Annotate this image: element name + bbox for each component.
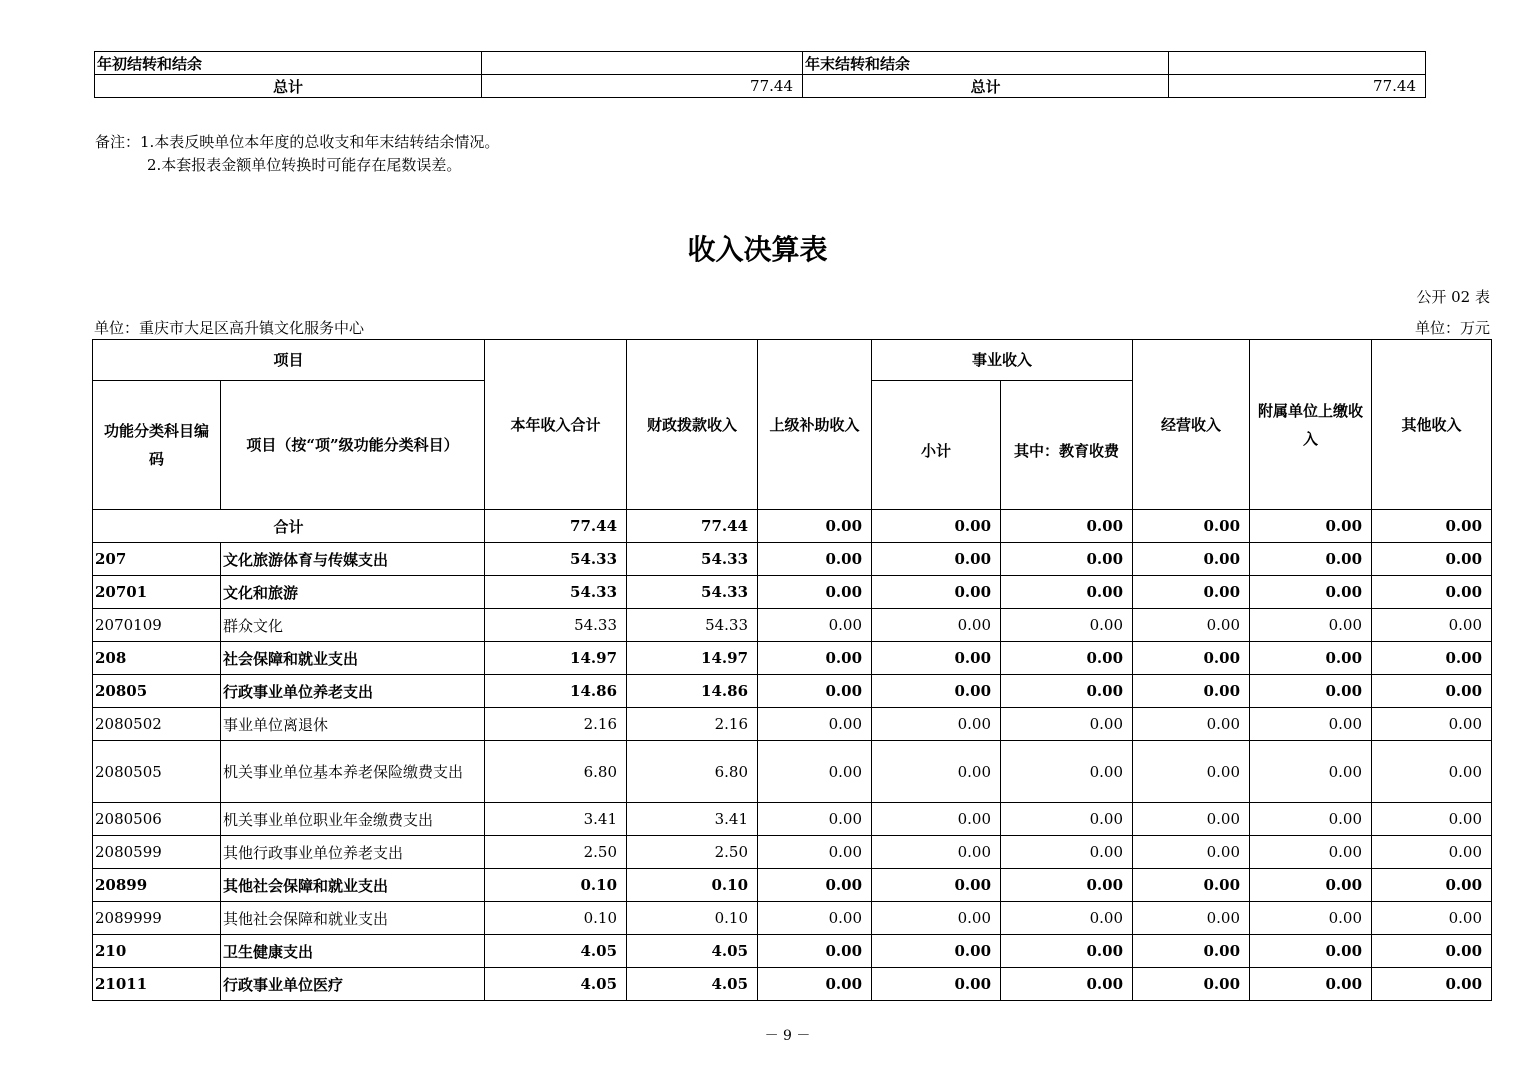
amount-cell: 4.05	[485, 935, 627, 968]
amount-cell: 0.00	[1001, 741, 1133, 803]
beginning-balance-label: 年初结转和结余	[95, 52, 482, 75]
expense-total-label: 总计	[803, 75, 1169, 98]
page-number: － 9 －	[764, 1028, 811, 1044]
amount-cell: 0.00	[1372, 543, 1492, 576]
amount-cell: 14.97	[485, 642, 627, 675]
header-total-income: 本年收入合计	[485, 340, 627, 510]
header-fiscal-income: 财政拨款收入	[627, 340, 758, 510]
amount-cell: 4.05	[485, 968, 627, 1001]
amount-cell: 54.33	[485, 609, 627, 642]
header-function-code: 功能分类科目编码	[93, 381, 221, 510]
amount-cell: 54.33	[627, 576, 758, 609]
amount-cell: 0.00	[1133, 708, 1250, 741]
item-name-cell: 机关事业单位职业年金缴费支出	[221, 803, 485, 836]
item-name-cell: 文化和旅游	[221, 576, 485, 609]
amount-cell: 0.00	[1001, 675, 1133, 708]
amount-cell: 4.05	[627, 935, 758, 968]
function-code-cell: 2080505	[93, 741, 221, 803]
amount-cell: 0.00	[1133, 803, 1250, 836]
amount-cell: 14.86	[485, 675, 627, 708]
function-code-cell: 207	[93, 543, 221, 576]
amount-cell: 0.00	[1250, 902, 1372, 935]
amount-cell: 0.00	[1250, 576, 1372, 609]
amount-cell: 0.10	[485, 869, 627, 902]
total-cell: 0.00	[872, 510, 1001, 543]
amount-cell: 0.00	[872, 675, 1001, 708]
function-code-cell: 210	[93, 935, 221, 968]
table-row	[93, 708, 1492, 741]
amount-cell: 0.00	[872, 836, 1001, 869]
amount-cell: 0.00	[872, 741, 1001, 803]
item-name-cell: 行政事业单位医疗	[221, 968, 485, 1001]
amount-cell: 0.00	[1133, 968, 1250, 1001]
unit-currency: 单位：万元	[1414, 319, 1490, 337]
table-row	[93, 576, 1492, 609]
amount-cell: 0.00	[1372, 708, 1492, 741]
page-title: 收入决算表	[687, 233, 828, 266]
amount-cell: 0.00	[1372, 642, 1492, 675]
function-code-cell: 2089999	[93, 902, 221, 935]
carryover-table	[94, 51, 1426, 98]
header-affiliated-income: 附属单位上缴收入	[1250, 340, 1372, 510]
income-total-value: 77.44	[482, 75, 803, 98]
amount-cell: 0.00	[1133, 869, 1250, 902]
amount-cell: 3.41	[627, 803, 758, 836]
total-cell: 0.00	[1372, 510, 1492, 543]
amount-cell: 0.00	[1250, 869, 1372, 902]
amount-cell: 0.10	[485, 902, 627, 935]
amount-cell: 0.00	[758, 576, 872, 609]
item-name-cell: 行政事业单位养老支出	[221, 675, 485, 708]
item-name-cell: 其他社会保障和就业支出	[221, 869, 485, 902]
amount-cell: 0.00	[872, 902, 1001, 935]
amount-cell: 0.00	[1372, 803, 1492, 836]
function-code-cell: 2080599	[93, 836, 221, 869]
item-name-cell: 文化旅游体育与传媒支出	[221, 543, 485, 576]
amount-cell: 0.00	[758, 642, 872, 675]
amount-cell: 0.00	[758, 968, 872, 1001]
amount-cell: 0.00	[872, 968, 1001, 1001]
amount-cell: 0.00	[1001, 708, 1133, 741]
header-project: 项目	[93, 340, 485, 381]
total-cell: 77.44	[485, 510, 627, 543]
amount-cell: 0.00	[1372, 576, 1492, 609]
amount-cell: 0.00	[1372, 902, 1492, 935]
table-row	[93, 642, 1492, 675]
amount-cell: 0.00	[758, 869, 872, 902]
amount-cell: 0.00	[1250, 609, 1372, 642]
amount-cell: 0.00	[872, 576, 1001, 609]
total-cell: 0.00	[1001, 510, 1133, 543]
amount-cell: 54.33	[627, 609, 758, 642]
amount-cell: 0.00	[758, 609, 872, 642]
ending-balance-value	[1169, 52, 1426, 75]
amount-cell: 0.00	[758, 902, 872, 935]
amount-cell: 0.00	[872, 543, 1001, 576]
function-code-cell: 2080506	[93, 803, 221, 836]
header-education-fee: 其中：教育收费	[1001, 381, 1133, 510]
amount-cell: 0.00	[872, 935, 1001, 968]
amount-cell: 0.00	[1001, 803, 1133, 836]
total-cell: 77.44	[627, 510, 758, 543]
table-row	[93, 741, 1492, 803]
amount-cell: 54.33	[627, 543, 758, 576]
amount-cell: 0.00	[1372, 741, 1492, 803]
item-name-cell: 群众文化	[221, 609, 485, 642]
amount-cell: 0.00	[758, 708, 872, 741]
amount-cell: 0.00	[1250, 968, 1372, 1001]
amount-cell: 0.00	[1250, 741, 1372, 803]
item-name-cell: 机关事业单位基本养老保险缴费支出	[221, 741, 485, 803]
amount-cell: 0.00	[1133, 902, 1250, 935]
amount-cell: 14.97	[627, 642, 758, 675]
amount-cell: 0.00	[1001, 576, 1133, 609]
amount-cell: 0.00	[872, 708, 1001, 741]
carryover-row	[95, 52, 1426, 75]
amount-cell: 0.00	[758, 741, 872, 803]
amount-cell: 0.00	[1133, 675, 1250, 708]
header-item-name: 项目（按“项”级功能分类科目）	[221, 381, 485, 510]
amount-cell: 0.00	[1372, 836, 1492, 869]
table-row	[93, 968, 1492, 1001]
item-name-cell: 社会保障和就业支出	[221, 642, 485, 675]
amount-cell: 0.00	[1250, 935, 1372, 968]
ending-balance-label: 年末结转和结余	[803, 52, 1169, 75]
amount-cell: 14.86	[627, 675, 758, 708]
grand-total-row	[95, 75, 1426, 98]
function-code-cell: 20899	[93, 869, 221, 902]
beginning-balance-value	[482, 52, 803, 75]
amount-cell: 0.00	[1133, 836, 1250, 869]
amount-cell: 0.00	[1133, 576, 1250, 609]
amount-cell: 0.00	[872, 642, 1001, 675]
function-code-cell: 208	[93, 642, 221, 675]
amount-cell: 0.00	[1250, 642, 1372, 675]
table-row	[93, 803, 1492, 836]
amount-cell: 0.00	[1133, 642, 1250, 675]
expense-total-value: 77.44	[1169, 75, 1426, 98]
income-total-label: 总计	[95, 75, 482, 98]
form-code: 公开 02 表	[1416, 288, 1490, 306]
function-code-cell: 20701	[93, 576, 221, 609]
amount-cell: 0.00	[1001, 869, 1133, 902]
header-career-subtotal: 小计	[872, 381, 1001, 510]
total-cell: 0.00	[758, 510, 872, 543]
item-name-cell: 其他社会保障和就业支出	[221, 902, 485, 935]
table-total-row	[93, 510, 1492, 543]
amount-cell: 0.00	[1250, 708, 1372, 741]
table-row	[93, 869, 1492, 902]
amount-cell: 0.00	[1250, 836, 1372, 869]
table-row	[93, 902, 1492, 935]
header-row-1	[93, 340, 1492, 381]
amount-cell: 0.00	[758, 836, 872, 869]
function-code-cell: 20805	[93, 675, 221, 708]
amount-cell: 54.33	[485, 543, 627, 576]
amount-cell: 0.10	[627, 869, 758, 902]
header-career-income: 事业收入	[872, 340, 1133, 381]
amount-cell: 4.05	[627, 968, 758, 1001]
table-body	[93, 543, 1492, 1001]
amount-cell: 6.80	[485, 741, 627, 803]
total-cell: 0.00	[1133, 510, 1250, 543]
amount-cell: 6.80	[627, 741, 758, 803]
amount-cell: 2.50	[627, 836, 758, 869]
amount-cell: 0.00	[1001, 968, 1133, 1001]
amount-cell: 0.10	[627, 902, 758, 935]
header-superior-subsidy: 上级补助收入	[758, 340, 872, 510]
total-row-label: 合计	[93, 510, 485, 543]
amount-cell: 0.00	[1001, 543, 1133, 576]
unit-organization: 单位：重庆市大足区高升镇文化服务中心	[94, 319, 365, 337]
amount-cell: 0.00	[1001, 836, 1133, 869]
amount-cell: 0.00	[1133, 543, 1250, 576]
amount-cell: 0.00	[1001, 642, 1133, 675]
amount-cell: 2.16	[627, 708, 758, 741]
table-row	[93, 836, 1492, 869]
amount-cell: 0.00	[1250, 675, 1372, 708]
function-code-cell: 2080502	[93, 708, 221, 741]
amount-cell: 0.00	[1250, 803, 1372, 836]
amount-cell: 0.00	[1001, 935, 1133, 968]
function-code-cell: 21011	[93, 968, 221, 1001]
income-table	[92, 339, 1492, 1001]
amount-cell: 0.00	[1001, 902, 1133, 935]
header-other-income: 其他收入	[1372, 340, 1492, 510]
amount-cell: 0.00	[1250, 543, 1372, 576]
item-name-cell: 卫生健康支出	[221, 935, 485, 968]
table-row	[93, 935, 1492, 968]
amount-cell: 0.00	[1372, 609, 1492, 642]
note-line-1: 备注：1.本表反映单位本年度的总收支和年末结转结余情况。	[95, 133, 500, 151]
amount-cell: 0.00	[758, 935, 872, 968]
note-line-2: 2.本套报表金额单位转换时可能存在尾数误差。	[147, 156, 462, 174]
amount-cell: 0.00	[758, 803, 872, 836]
amount-cell: 2.50	[485, 836, 627, 869]
total-cell: 0.00	[1250, 510, 1372, 543]
amount-cell: 3.41	[485, 803, 627, 836]
amount-cell: 0.00	[1372, 869, 1492, 902]
table-row	[93, 675, 1492, 708]
amount-cell: 0.00	[1133, 609, 1250, 642]
amount-cell: 0.00	[872, 869, 1001, 902]
amount-cell: 0.00	[758, 675, 872, 708]
amount-cell: 54.33	[485, 576, 627, 609]
amount-cell: 0.00	[1372, 968, 1492, 1001]
table-row	[93, 609, 1492, 642]
item-name-cell: 事业单位离退休	[221, 708, 485, 741]
amount-cell: 0.00	[1001, 609, 1133, 642]
amount-cell: 0.00	[1372, 935, 1492, 968]
amount-cell: 0.00	[758, 543, 872, 576]
header-business-income: 经营收入	[1133, 340, 1250, 510]
amount-cell: 0.00	[1133, 935, 1250, 968]
amount-cell: 0.00	[1372, 675, 1492, 708]
amount-cell: 0.00	[872, 609, 1001, 642]
function-code-cell: 2070109	[93, 609, 221, 642]
amount-cell: 2.16	[485, 708, 627, 741]
amount-cell: 0.00	[872, 803, 1001, 836]
item-name-cell: 其他行政事业单位养老支出	[221, 836, 485, 869]
amount-cell: 0.00	[1133, 741, 1250, 803]
table-row	[93, 543, 1492, 576]
